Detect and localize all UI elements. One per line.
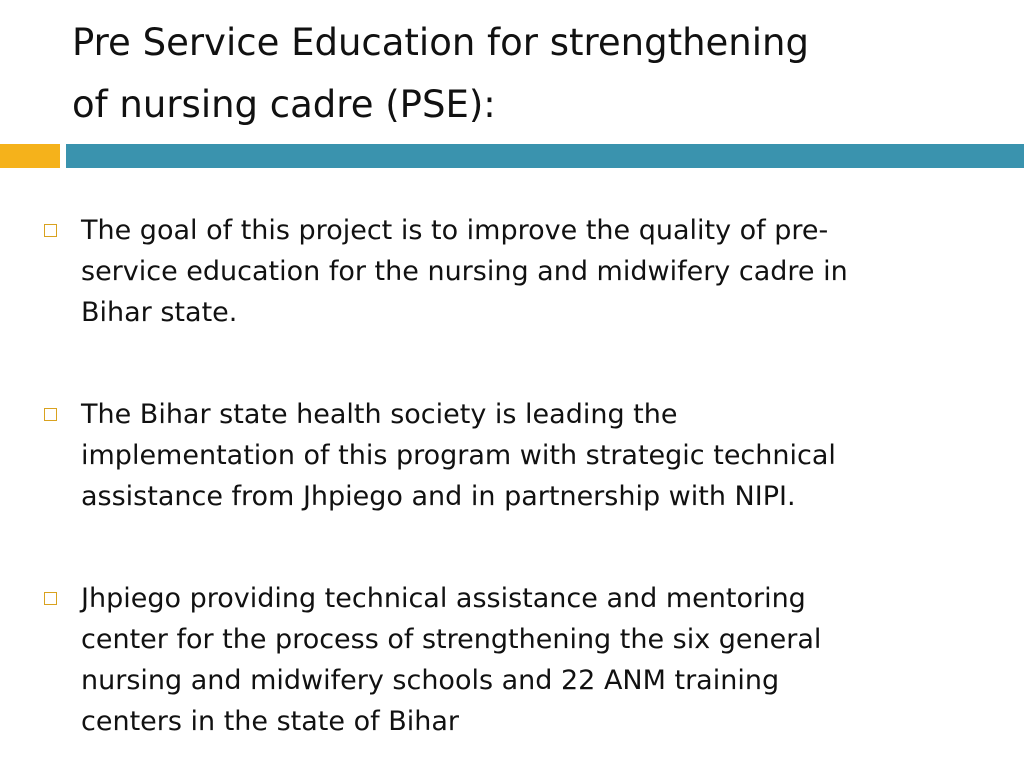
bullet-text-line: center for the process of strengthening the six general <box>81 624 822 655</box>
bullet-text <box>81 578 984 742</box>
bullet-text-line: The goal of this project is to improve the quality of pre- <box>81 215 829 246</box>
square-bullet-icon <box>44 408 57 421</box>
bullet-item <box>44 394 984 517</box>
bullet-text <box>81 210 984 333</box>
bullet-list <box>44 210 984 742</box>
title-accent-bar <box>0 144 60 168</box>
bullet-item <box>44 210 984 333</box>
bullet-text-line: Jhpiego providing technical assistance and mentoring <box>81 583 806 614</box>
bullet-item <box>44 578 984 742</box>
bullet-text-line: centers in the state of Bihar <box>81 706 459 737</box>
square-bullet-icon <box>44 592 57 605</box>
bullet-text-line: implementation of this program with strategic technical <box>81 440 836 471</box>
bullet-text-line: assistance from Jhpiego and in partnership with NIPI. <box>81 481 796 512</box>
square-bullet-icon <box>44 224 57 237</box>
bullet-text-line: The Bihar state health society is leading the <box>81 399 678 430</box>
bullet-text-line: Bihar state. <box>81 297 238 328</box>
slide-title-line: of nursing cadre (PSE): <box>72 83 496 126</box>
bullet-text-line: nursing and midwifery schools and 22 ANM training <box>81 665 780 696</box>
slide-title-line: Pre Service Education for strengthening <box>72 21 809 64</box>
bullet-text <box>81 394 984 517</box>
slide-title <box>72 12 952 136</box>
bullet-text-line: service education for the nursing and midwifery cadre in <box>81 256 848 287</box>
title-divider-bar <box>66 144 1024 168</box>
